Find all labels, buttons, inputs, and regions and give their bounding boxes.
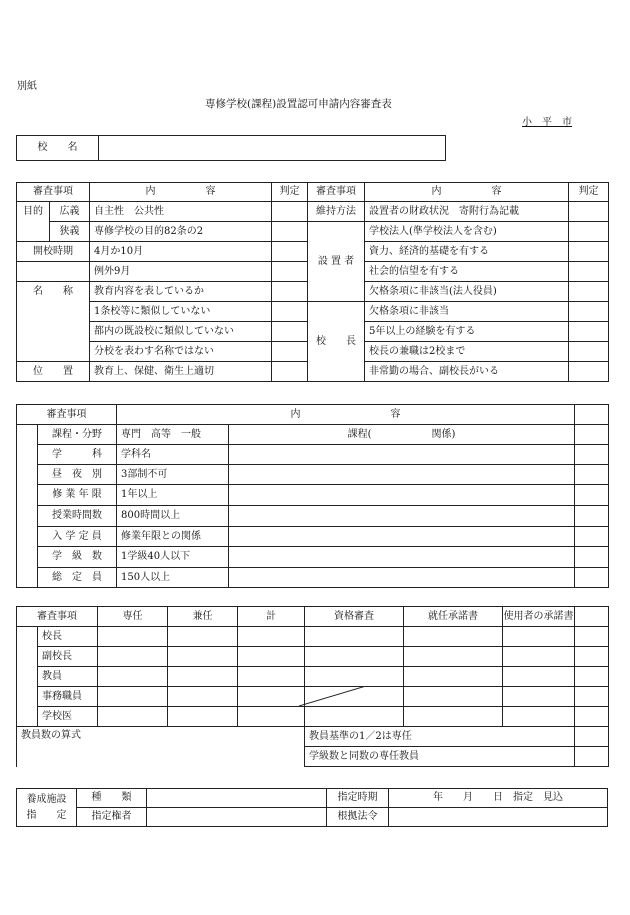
school-name-table xyxy=(16,135,446,161)
attachment-label: 別紙 xyxy=(17,81,37,92)
header-review-item: 審査事項 xyxy=(17,183,90,202)
note-fulltime-half: 教員基準の1／2は専任 xyxy=(305,727,575,747)
judge-cell[interactable] xyxy=(272,302,308,322)
purpose-label: 目的 xyxy=(17,202,50,222)
row-field[interactable] xyxy=(229,568,575,588)
staff-cell[interactable] xyxy=(503,647,575,667)
header-employer-consent: 使用者の承諾書 xyxy=(503,607,575,627)
row-value: 1年以上 xyxy=(117,485,229,506)
judge-cell[interactable] xyxy=(272,222,308,242)
diagonal-line xyxy=(299,686,366,706)
principal-label: 校 長 xyxy=(308,302,365,382)
founder-label: 設 置 者 xyxy=(308,222,365,302)
judge-cell[interactable] xyxy=(575,727,609,747)
staff-cell[interactable] xyxy=(305,647,404,667)
judge-cell[interactable] xyxy=(569,262,609,282)
founder-content-2: 資力、経済的基礎を有する xyxy=(365,242,569,262)
row-field[interactable] xyxy=(229,465,575,485)
row-field[interactable] xyxy=(229,527,575,547)
header-judgement-2: 判定 xyxy=(569,183,609,202)
judge-cell[interactable] xyxy=(575,547,609,568)
row-label: 修 業 年 限 xyxy=(38,485,117,506)
staff-cell[interactable] xyxy=(168,707,238,727)
staff-cell[interactable] xyxy=(98,647,168,667)
row-value: 1学級40人以下 xyxy=(117,547,229,568)
staff-cell[interactable] xyxy=(404,667,503,687)
type-field[interactable] xyxy=(147,789,327,808)
location-label: 位 置 xyxy=(17,362,90,382)
school-name-label: 校 名 xyxy=(17,136,99,161)
staff-cell[interactable] xyxy=(404,687,503,707)
header-acceptance: 就任承諾書 xyxy=(404,607,503,627)
staff-cell[interactable] xyxy=(404,627,503,647)
designation-date-field[interactable]: 年 月 日 指定 見込 xyxy=(389,789,608,808)
header-fulltime: 専任 xyxy=(98,607,168,627)
maintain-label: 維持方法 xyxy=(308,202,365,222)
judge-cell[interactable] xyxy=(575,627,609,647)
header-content: 内 容 xyxy=(117,405,575,425)
header-content-2: 内 容 xyxy=(365,183,569,202)
principal-content-4: 非常勤の場合、副校長がいる xyxy=(365,362,569,382)
staff-cell[interactable] xyxy=(503,687,575,707)
open-label: 開校時期 xyxy=(17,242,90,262)
judge-cell[interactable] xyxy=(569,342,609,362)
row-label: 学 科 xyxy=(38,445,117,465)
founder-content-1: 学校法人(準学校法人を含む) xyxy=(365,222,569,242)
row-label: 学 級 数 xyxy=(38,547,117,568)
judge-cell[interactable] xyxy=(569,222,609,242)
header-review-item: 審査事項 xyxy=(17,405,117,425)
judge-cell[interactable] xyxy=(569,362,609,382)
judge-cell[interactable] xyxy=(575,667,609,687)
founder-content-4: 欠格条項に非該当(法人役員) xyxy=(365,282,569,302)
teacher-formula-label: 教員数の算式 xyxy=(17,727,305,767)
location-content: 教育上、保健、衛生上適切 xyxy=(90,362,272,382)
facility-designation-label: 養成施設 指 定 xyxy=(17,789,77,827)
staff-cell[interactable] xyxy=(98,707,168,727)
maintain-content: 設置者の財政状況 寄附行為記載 xyxy=(365,202,569,222)
staff-cell[interactable] xyxy=(238,667,305,687)
judge-cell[interactable] xyxy=(575,568,609,588)
name-content-1: 教育内容を表しているか xyxy=(90,282,272,302)
header-qualification: 資格審査 xyxy=(305,607,404,627)
judge-cell[interactable] xyxy=(575,747,609,767)
staff-cell[interactable] xyxy=(305,667,404,687)
row-field[interactable] xyxy=(229,485,575,506)
narrow-label: 狭義 xyxy=(50,222,90,242)
judge-cell[interactable] xyxy=(575,465,609,485)
course-review-table xyxy=(16,404,609,588)
header-review-item: 審査事項 xyxy=(17,607,98,627)
open-content-1: 4月か10月 xyxy=(90,242,272,262)
course-label: 課程・分野 xyxy=(38,425,117,445)
staff-cell[interactable] xyxy=(238,687,305,707)
name-content-2: 1条校等に類似していない xyxy=(90,302,272,322)
staff-cell[interactable] xyxy=(238,627,305,647)
authority-label: 指定権者 xyxy=(77,808,147,827)
judge-cell[interactable] xyxy=(575,485,609,506)
judge-cell[interactable] xyxy=(272,262,308,282)
judge-cell[interactable] xyxy=(575,607,609,627)
staff-cell[interactable] xyxy=(503,707,575,727)
type-label: 種 類 xyxy=(77,789,147,808)
name-content-3: 都内の既設校に類似していない xyxy=(90,322,272,342)
judge-cell[interactable] xyxy=(575,687,609,707)
narrow-content: 専修学校の目的82条の2 xyxy=(90,222,272,242)
staff-cell[interactable] xyxy=(404,707,503,727)
header-review-item-2: 審査事項 xyxy=(308,183,365,202)
judge-cell[interactable] xyxy=(272,282,308,302)
staff-row-label: 事務職員 xyxy=(38,687,98,707)
staff-cell[interactable] xyxy=(168,687,238,707)
judge-cell[interactable] xyxy=(272,322,308,342)
staff-row-label: 学校医 xyxy=(38,707,98,727)
judge-cell[interactable] xyxy=(575,707,609,727)
judge-cell[interactable] xyxy=(272,242,308,262)
row-value: 150人以上 xyxy=(117,568,229,588)
staff-cell[interactable] xyxy=(305,627,404,647)
staff-cell[interactable] xyxy=(305,707,404,727)
staff-cell[interactable] xyxy=(168,667,238,687)
judge-cell[interactable] xyxy=(575,425,609,445)
open-content-2: 例外9月 xyxy=(90,262,272,282)
judge-cell[interactable] xyxy=(569,202,609,222)
broad-content: 自主性 公共性 xyxy=(90,202,272,222)
header-total: 計 xyxy=(238,607,305,627)
principal-content-1: 欠格条項に非該当 xyxy=(365,302,569,322)
judge-cell[interactable] xyxy=(575,647,609,667)
row-label: 授業時間数 xyxy=(38,506,117,527)
staff-row-label: 校長 xyxy=(38,627,98,647)
founder-content-3: 社会的信望を有する xyxy=(365,262,569,282)
broad-label: 広義 xyxy=(50,202,90,222)
row-field[interactable] xyxy=(229,547,575,568)
staff-cell[interactable] xyxy=(98,627,168,647)
judge-cell[interactable] xyxy=(575,506,609,527)
judge-cell[interactable] xyxy=(569,322,609,342)
staff-row-label: 教員 xyxy=(38,667,98,687)
judge-cell[interactable] xyxy=(272,362,308,382)
staff-cell[interactable] xyxy=(168,627,238,647)
judge-cell[interactable] xyxy=(569,282,609,302)
staff-cell[interactable] xyxy=(503,627,575,647)
legal-basis-label: 根拠法令 xyxy=(327,808,389,827)
staff-cell[interactable] xyxy=(98,687,168,707)
basic-review-table xyxy=(16,182,609,382)
row-value: 学科名 xyxy=(117,445,229,465)
designation-date-label: 指定時期 xyxy=(327,789,389,808)
staff-cell[interactable] xyxy=(238,707,305,727)
judge-cell[interactable] xyxy=(569,242,609,262)
staff-cell[interactable] xyxy=(168,647,238,667)
principal-content-3: 校長の兼職は2校まで xyxy=(365,342,569,362)
judge-cell[interactable] xyxy=(575,405,609,425)
header-parttime: 兼任 xyxy=(168,607,238,627)
judge-cell[interactable] xyxy=(575,527,609,547)
row-field[interactable] xyxy=(229,506,575,527)
row-label: 総 定 員 xyxy=(38,568,117,588)
staff-row-label: 副校長 xyxy=(38,647,98,667)
staff-cell[interactable] xyxy=(238,647,305,667)
document-title: 専修学校(課程)設置認可申請内容審査表 xyxy=(205,98,392,110)
name-content-4: 分校を表わす名称ではない xyxy=(90,342,272,362)
judge-cell[interactable] xyxy=(272,342,308,362)
principal-content-2: 5年以上の経験を有する xyxy=(365,322,569,342)
authority-field[interactable] xyxy=(147,808,327,827)
row-value: 800時間以上 xyxy=(117,506,229,527)
school-name-field[interactable] xyxy=(99,136,446,161)
staff-cell[interactable] xyxy=(98,667,168,687)
staff-cell[interactable] xyxy=(404,647,503,667)
course-content-1: 専門 高等 一般 xyxy=(117,425,229,445)
judge-cell[interactable] xyxy=(569,302,609,322)
judge-cell[interactable] xyxy=(575,445,609,465)
note-class-count: 学級数と同数の専任教員 xyxy=(305,747,575,767)
header-judgement: 判定 xyxy=(272,183,308,202)
facility-designation-table xyxy=(16,788,608,827)
name-label: 名 称 xyxy=(17,282,90,302)
row-label: 昼 夜 別 xyxy=(38,465,117,485)
row-value: 修業年限との関係 xyxy=(117,527,229,547)
row-label: 入 学 定 員 xyxy=(38,527,117,547)
legal-basis-field[interactable] xyxy=(389,808,608,827)
city-name: 小 平 市 xyxy=(522,117,572,128)
judge-cell[interactable] xyxy=(272,202,308,222)
row-field[interactable] xyxy=(229,445,575,465)
row-value: 3部制不可 xyxy=(117,465,229,485)
header-content: 内 容 xyxy=(90,183,272,202)
staff-cell[interactable] xyxy=(503,667,575,687)
course-content-2: 課程( 関係) xyxy=(229,425,575,445)
